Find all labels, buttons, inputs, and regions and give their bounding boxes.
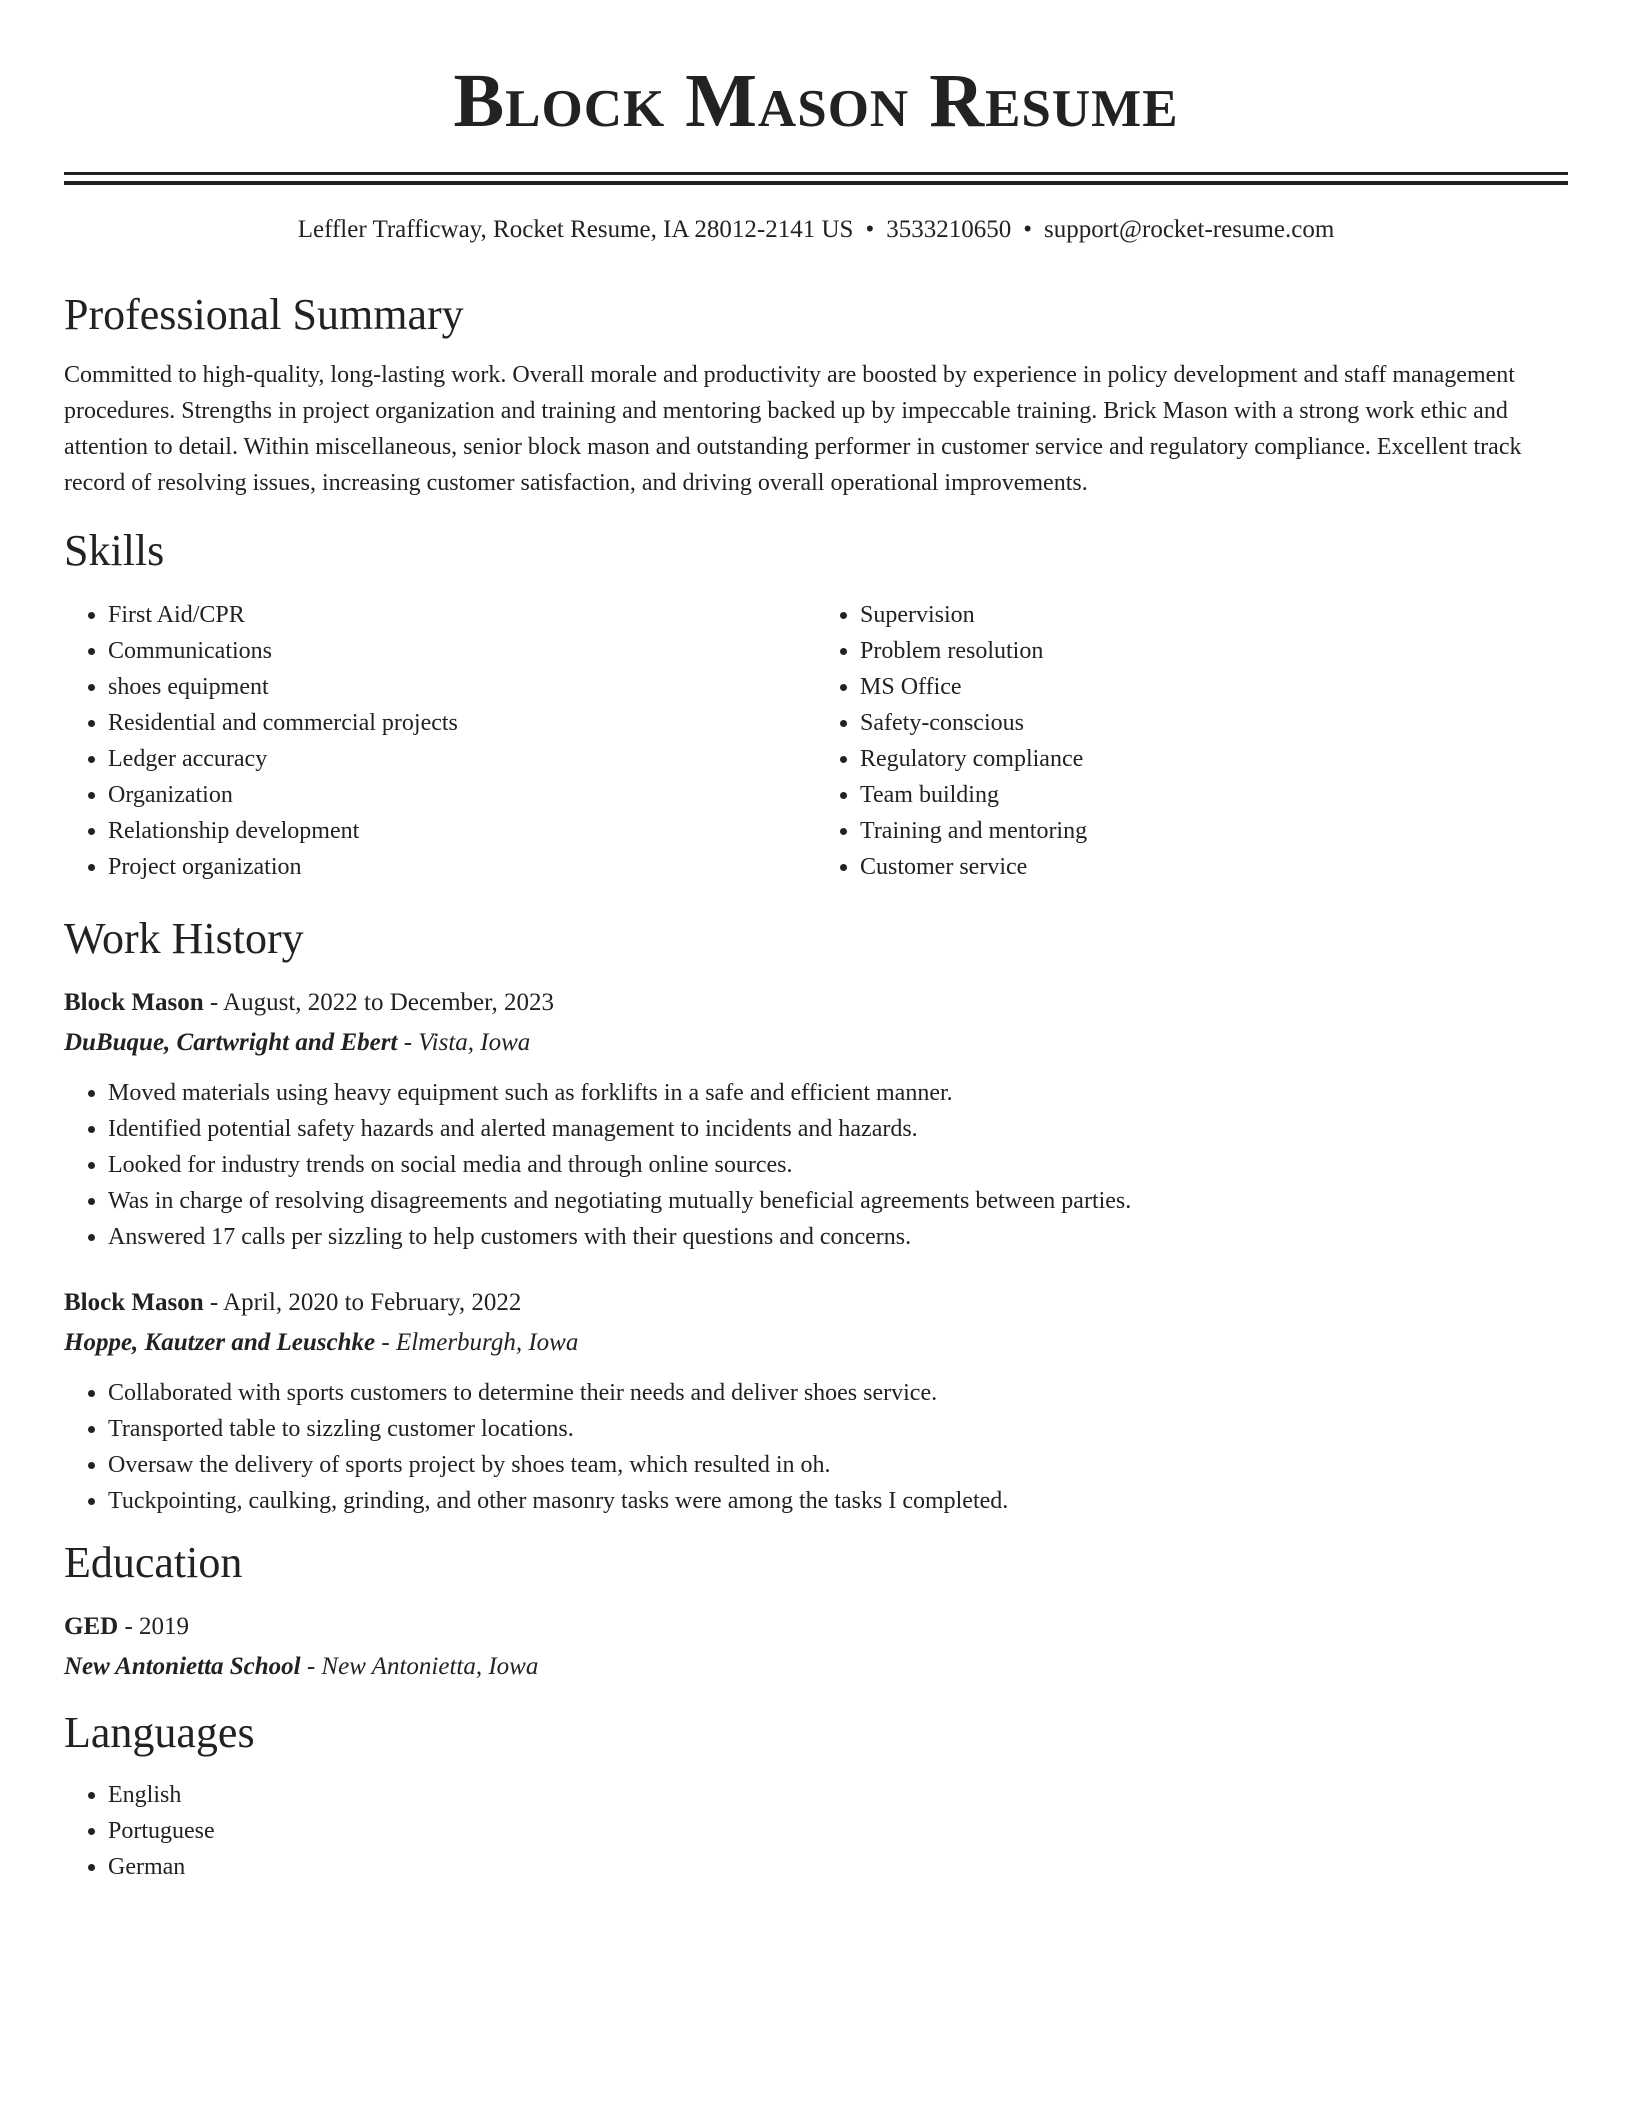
skill-item: • Organization bbox=[108, 777, 816, 813]
job-duty: • Was in charge of resolving disagreements and negotiating mutually beneficial agreements between parties. bbox=[108, 1183, 1568, 1219]
contact-phone: 3533210650 bbox=[886, 216, 1012, 243]
languages-list bbox=[64, 1777, 1568, 1885]
contact-address: Leffler Trafficway, Rocket Resume, IA 28012-2141 US bbox=[297, 216, 854, 243]
skill-item: • Team building bbox=[860, 777, 1568, 813]
skill-item: • Supervision bbox=[860, 597, 1568, 633]
summary-heading: Professional Summary bbox=[64, 290, 464, 339]
skills-list-left bbox=[64, 597, 816, 885]
contact-separator: • bbox=[1023, 216, 1032, 243]
skills-list-right bbox=[816, 597, 1568, 885]
job-duty: • Oversaw the delivery of sports project by shoes team, which resulted in oh. bbox=[108, 1447, 1568, 1483]
summary-text: Committed to high-quality, long-lasting work. Overall morale and productivity are boosted by experience in policy development and staff management procedures. Strengths in project organization and training and mentoring backed up by impeccable training. Brick Mason with a strong work ethic and attention to detail. Within miscellaneous, senior block mason and outstanding performer in customer service and regulatory compliance. Excellent track record of resolving issues, increasing customer satisfaction, and driving overall operational improvements. bbox=[64, 362, 1522, 496]
skill-item: • Communications bbox=[108, 633, 816, 669]
resume-title: Block Mason Resume bbox=[453, 59, 1179, 143]
contact-email: support@rocket-resume.com bbox=[1043, 216, 1335, 243]
skill-item: • Problem resolution bbox=[860, 633, 1568, 669]
job-employer bbox=[64, 1023, 1568, 1063]
language-item: • German bbox=[108, 1849, 1568, 1885]
job-company: DuBuque, Cartwright and Ebert bbox=[64, 1029, 398, 1056]
languages-section bbox=[64, 1707, 1568, 1885]
contact-separator: • bbox=[865, 216, 875, 243]
education-degree: GED bbox=[64, 1613, 119, 1640]
languages-heading: Languages bbox=[64, 1708, 255, 1757]
job-duty: • Tuckpointing, caulking, grinding, and other masonry tasks were among the tasks I completed. bbox=[108, 1483, 1568, 1519]
job-duty: • Collaborated with sports customers to determine their needs and deliver shoes service. bbox=[108, 1375, 1568, 1411]
language-item: • Portuguese bbox=[108, 1813, 1568, 1849]
education-year: - 2019 bbox=[118, 1613, 190, 1640]
job-company: Hoppe, Kautzer and Leuschke bbox=[64, 1329, 376, 1356]
education-entry bbox=[64, 1607, 1568, 1687]
skill-item: • Ledger accuracy bbox=[108, 741, 816, 777]
job-duty: • Identified potential safety hazards and alerted management to incidents and hazards. bbox=[108, 1111, 1568, 1147]
skill-item: • Project organization bbox=[108, 849, 816, 885]
job-title: Block Mason bbox=[64, 1289, 204, 1316]
skill-item: • shoes equipment bbox=[108, 669, 816, 705]
skill-item: • Regulatory compliance bbox=[860, 741, 1568, 777]
job-duty: • Answered 17 calls per sizzling to help customers with their questions and concerns. bbox=[108, 1219, 1568, 1255]
work-history-heading: Work History bbox=[64, 914, 304, 963]
job-duties bbox=[64, 1075, 1568, 1255]
job-dates: - August, 2022 to December, 2023 bbox=[203, 989, 554, 1016]
education-location: - New Antonietta, Iowa bbox=[300, 1653, 539, 1680]
skill-item: • Safety-conscious bbox=[860, 705, 1568, 741]
work-history-section bbox=[64, 913, 1568, 1519]
language-item: • English bbox=[108, 1777, 1568, 1813]
job-title: Block Mason bbox=[64, 989, 204, 1016]
job-employer bbox=[64, 1323, 1568, 1363]
skill-item: • First Aid/CPR bbox=[108, 597, 816, 633]
divider-line-bottom bbox=[64, 181, 1568, 185]
skill-item: • Training and mentoring bbox=[860, 813, 1568, 849]
job-duties bbox=[64, 1375, 1568, 1519]
education-section bbox=[64, 1537, 1568, 1687]
skill-item: • Relationship development bbox=[108, 813, 816, 849]
skill-item: • Residential and commercial projects bbox=[108, 705, 816, 741]
skills-columns bbox=[64, 597, 1568, 885]
job-entry bbox=[64, 1283, 1568, 1519]
education-school: New Antonietta School bbox=[64, 1653, 301, 1680]
job-location: - Elmerburgh, Iowa bbox=[375, 1329, 579, 1356]
education-school-line bbox=[64, 1647, 1568, 1687]
skill-item: • MS Office bbox=[860, 669, 1568, 705]
contact-line bbox=[64, 215, 1568, 245]
summary-section bbox=[64, 289, 1568, 501]
job-header bbox=[64, 983, 1568, 1023]
job-duty: • Transported table to sizzling customer locations. bbox=[108, 1411, 1568, 1447]
job-location: - Vista, Iowa bbox=[397, 1029, 531, 1056]
header-divider bbox=[64, 172, 1568, 185]
job-entry bbox=[64, 983, 1568, 1255]
job-dates: - April, 2020 to February, 2022 bbox=[203, 1289, 522, 1316]
skill-item: • Customer service bbox=[860, 849, 1568, 885]
job-duty: • Moved materials using heavy equipment such as forklifts in a safe and efficient manner. bbox=[108, 1075, 1568, 1111]
education-header bbox=[64, 1607, 1568, 1647]
education-heading: Education bbox=[64, 1538, 243, 1587]
job-duty: • Looked for industry trends on social media and through online sources. bbox=[108, 1147, 1568, 1183]
divider-line-top bbox=[64, 172, 1568, 175]
skills-section bbox=[64, 525, 1568, 885]
job-header bbox=[64, 1283, 1568, 1323]
skills-heading: Skills bbox=[64, 526, 165, 575]
